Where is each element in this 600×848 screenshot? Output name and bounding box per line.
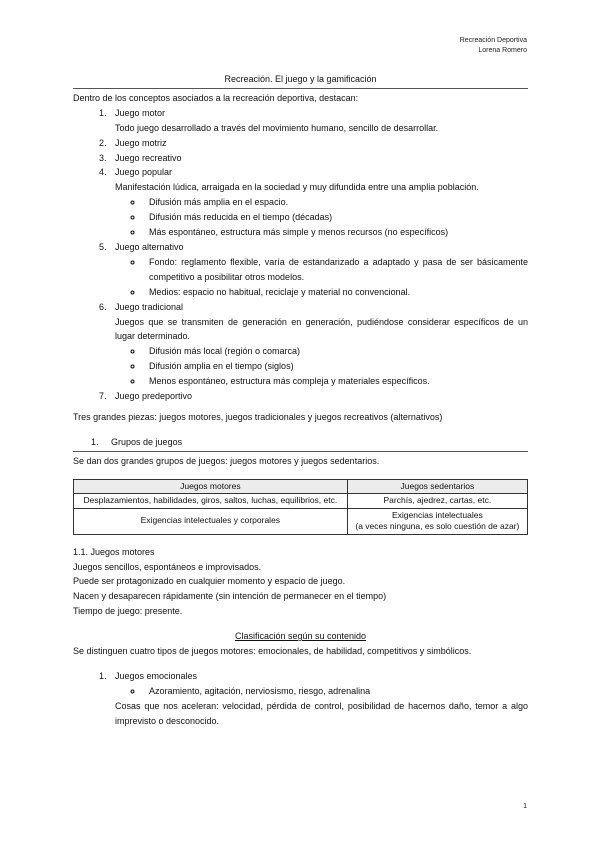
sub-item: ◦ Difusión amplia en el tiempo (siglos) [143, 359, 528, 374]
table-header: Juegos motores [74, 479, 348, 494]
motor-line: Nacen y desaparecen rápidamente (sin intención de permanecer en el tiempo) [73, 591, 387, 602]
title-rule [73, 88, 528, 89]
concept-desc: Manifestación lúdica, arraigada en la sociedad y muy difundida entre una amplia población. [115, 182, 479, 193]
concept-item [109, 240, 528, 300]
concept-sublist [115, 344, 528, 389]
concepts-list [73, 106, 528, 404]
concept-sublist [115, 195, 528, 240]
table-cell: Exigencias intelectuales y corporales [74, 508, 348, 534]
document-title: Recreación. El juego y la gamificación [224, 74, 377, 84]
groups-table [73, 479, 528, 535]
table-row [74, 494, 528, 509]
motor-line: Juegos sencillos, espontáneos e improvisados. [73, 561, 262, 572]
motor-line: Puede ser protagonizado en cualquier momento y espacio de juego. [73, 576, 346, 587]
concept-item [109, 151, 528, 166]
table-cell: Parchís, ajedrez, cartas, etc. [347, 494, 527, 509]
section-number: 1. [91, 436, 99, 447]
concept-label: 4. Juego popular [115, 167, 173, 178]
concept-item [109, 300, 528, 389]
table-cell-line: Exigencias intelectuales [392, 509, 483, 520]
table-cell: Desplazamientos, habilidades, giros, saltos, luchas, equilibrios, etc. [74, 494, 348, 509]
concept-label: 2. Juego motriz [115, 137, 167, 148]
table-row [74, 508, 528, 534]
motor-line: Tiempo de juego: presente. [73, 606, 183, 617]
concept-item [109, 165, 528, 240]
section-title: Grupos de juegos [111, 436, 183, 447]
concept-item [109, 389, 528, 404]
page-content [73, 72, 528, 729]
type-item [109, 669, 528, 729]
table-header-row [74, 479, 528, 494]
groups-intro: Se dan dos grandes grupos de juegos: juegos motores y juegos sedentarios. [73, 455, 380, 466]
classification-title [73, 629, 528, 644]
concept-label: 6. Juego tradicional [115, 301, 184, 312]
table-cell-line: (a veces ninguna, es solo cuestión de azar) [355, 521, 520, 532]
type-sublist [115, 684, 528, 699]
concept-label: 5. Juego alternativo [115, 241, 184, 252]
section-rule [73, 451, 528, 452]
concept-sublist [115, 255, 528, 300]
sub-item: ◦ Medios: espacio no habitual, reciclaje y material no convencional. [143, 285, 528, 300]
types-list [73, 669, 528, 729]
concept-desc: Todo juego desarrollado a través del movimiento humano, sencillo de desarrollar. [115, 122, 439, 133]
sub-item: ◦ Difusión más amplia en el espacio. [143, 195, 528, 210]
concept-label: 7. Juego predeportivo [115, 391, 193, 402]
classification-title-text: Clasificación según su contenido [234, 631, 367, 642]
concept-label: 3. Juego recreativo [115, 152, 182, 163]
three-pieces-text: Tres grandes piezas: juegos motores, juegos tradicionales y juegos recreativos (alternativos) [73, 411, 443, 422]
type-desc: Cosas que nos aceleran: velocidad, pérdida de control, posibilidad de hacernos daño, temor a algo imprevisto o desconocido. [115, 700, 528, 726]
table-cell [347, 508, 527, 534]
table-header: Juegos sedentarios [347, 479, 527, 494]
sub-item: ◦ Fondo: reglamento flexible, varía de estandarizado a adaptado y pasa de ser básicamente competitivo a posibilitar otros modelos. [143, 255, 528, 285]
sub-item: ◦ Difusión más local (región o comarca) [143, 344, 528, 359]
sub-item: ◦ Menos espontáneo, estructura más compleja y materiales específicos. [143, 374, 528, 389]
sub-item: ◦ Azoramiento, agitación, nerviosismo, riesgo, adrenalina [143, 684, 528, 699]
sub-item: ◦ Difusión más reducida en el tiempo (décadas) [143, 210, 528, 225]
concept-item [109, 106, 528, 136]
page-header [460, 36, 527, 56]
type-label: 1. Juegos emocionales [115, 671, 198, 681]
intro-text: Dentro de los conceptos asociados a la recreación deportiva, destacan: [73, 92, 359, 103]
page-number: 1 [523, 803, 527, 810]
sub-item: ◦ Más espontáneo, estructura más simple y menos recursos (no específicos) [143, 225, 528, 240]
concept-desc: Juegos que se transmiten de generación en generación, pudiéndose considerar específicos de un lugar determinado. [115, 316, 528, 342]
concept-item [109, 136, 528, 151]
classification-intro: Se distinguen cuatro tipos de juegos motores: emocionales, de habilidad, competitivos y simbólicos. [73, 646, 472, 657]
header-author: Lorena Romero [478, 47, 527, 54]
section-heading [73, 435, 528, 450]
concept-label: 1. Juego motor [115, 107, 166, 118]
header-course: Recreación Deportiva [459, 37, 527, 44]
subsection-title: 1.1. Juegos motores [73, 546, 155, 557]
